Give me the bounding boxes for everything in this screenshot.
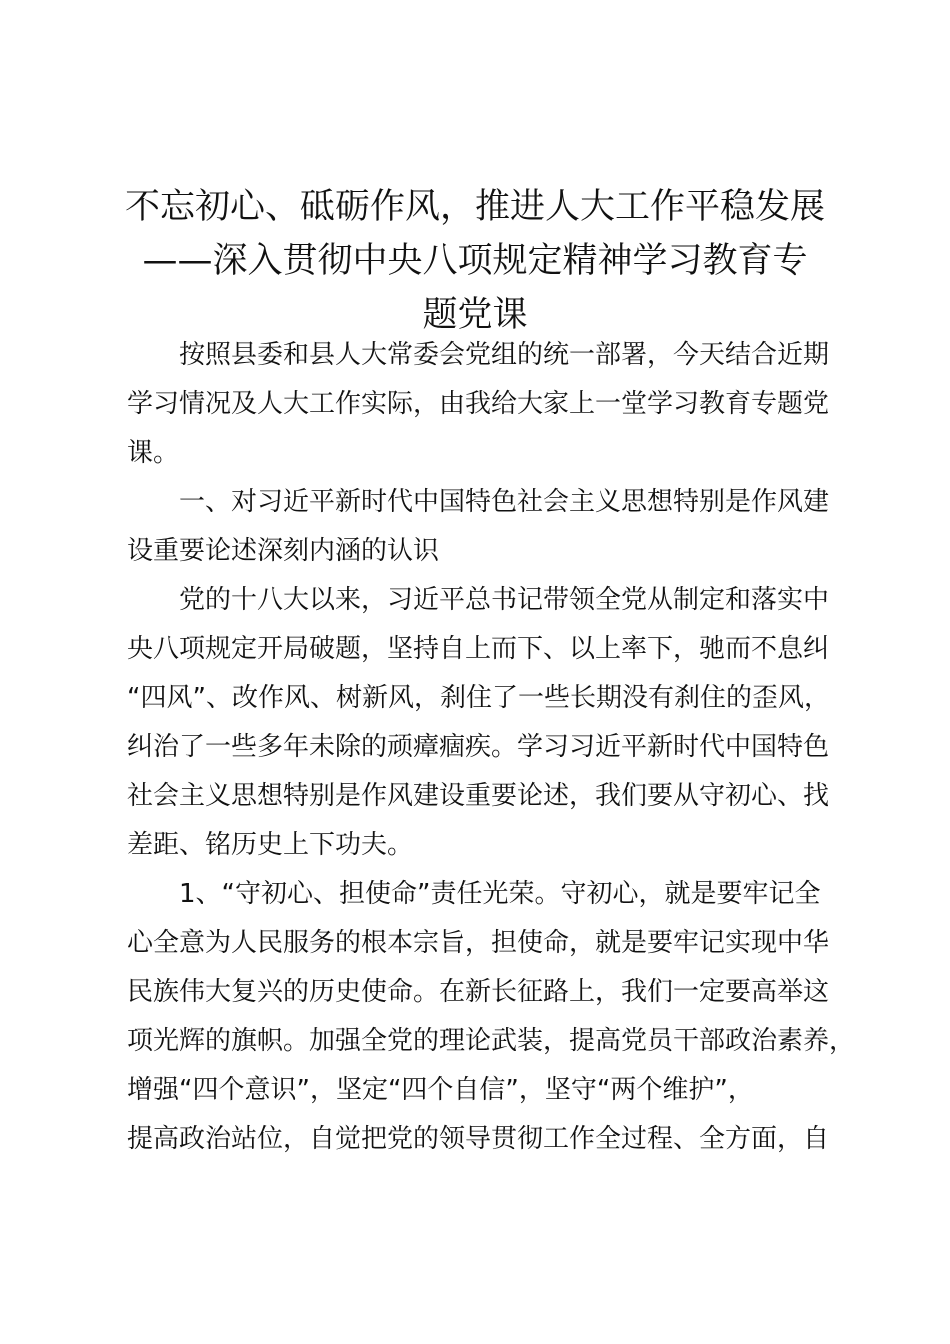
text-line: 提高政治站位，自觉把党的领导贯彻工作全过程、全方面，自: [127, 1124, 830, 1154]
text-line: 差距、铭历史上下功夫。: [127, 830, 414, 860]
text-line: 1、“守初心、担使命”责任光荣。守初心，就是要牢记全: [179, 879, 821, 909]
text-line: 党的十八大以来，习近平总书记带领全党从制定和落实中: [179, 585, 830, 615]
title-line-2: ——深入贯彻中央八项规定精神学习教育专: [142, 241, 808, 281]
section-heading-1: [127, 478, 847, 576]
document-body: [127, 331, 856, 1164]
text-line: 按照县委和县人大常委会党组的统一部署，今天结合近期: [179, 340, 830, 370]
text-line: 学习情况及人大工作实际，由我给大家上一堂学习教育专题党: [127, 389, 830, 419]
text-line: 社会主义思想特别是作风建设重要论述，我们要从守初心、找: [127, 781, 830, 811]
text-line: 增强“四个意识”，坚定“四个自信”，坚守“两个维护”，: [127, 1075, 754, 1105]
text-line: 心全意为人民服务的根本宗旨，担使命，就是要牢记实现中华: [127, 928, 830, 958]
text-line: 纠治了一些多年未除的顽瘴痼疾。学习习近平新时代中国特色: [127, 732, 830, 762]
title-line-3: 题党课: [422, 295, 528, 335]
text-line: 设重要论述深刻内涵的认识: [127, 536, 440, 566]
text-line: 一、对习近平新时代中国特色社会主义思想特别是作风建: [179, 487, 830, 517]
paragraph-point-1: [127, 870, 856, 1164]
paragraph-intro: [127, 331, 847, 478]
text-line: 央八项规定开局破题，坚持自上而下、以上率下，驰而不息纠: [127, 634, 830, 664]
document-title: [110, 180, 840, 342]
paragraph-section-1: [127, 576, 847, 870]
text-line: 民族伟大复兴的历史使命。在新长征路上，我们一定要高举这: [127, 977, 830, 1007]
title-line-1: 不忘初心、砥砺作风，推进人大工作平稳发展: [124, 187, 825, 227]
text-line: 项光辉的旗帜。加强全党的理论武装，提高党员干部政治素养，: [127, 1026, 856, 1056]
text-line: “四风”、改作风、树新风，刹住了一些长期没有刹住的歪风，: [127, 683, 830, 713]
text-line: 课。: [127, 438, 180, 468]
